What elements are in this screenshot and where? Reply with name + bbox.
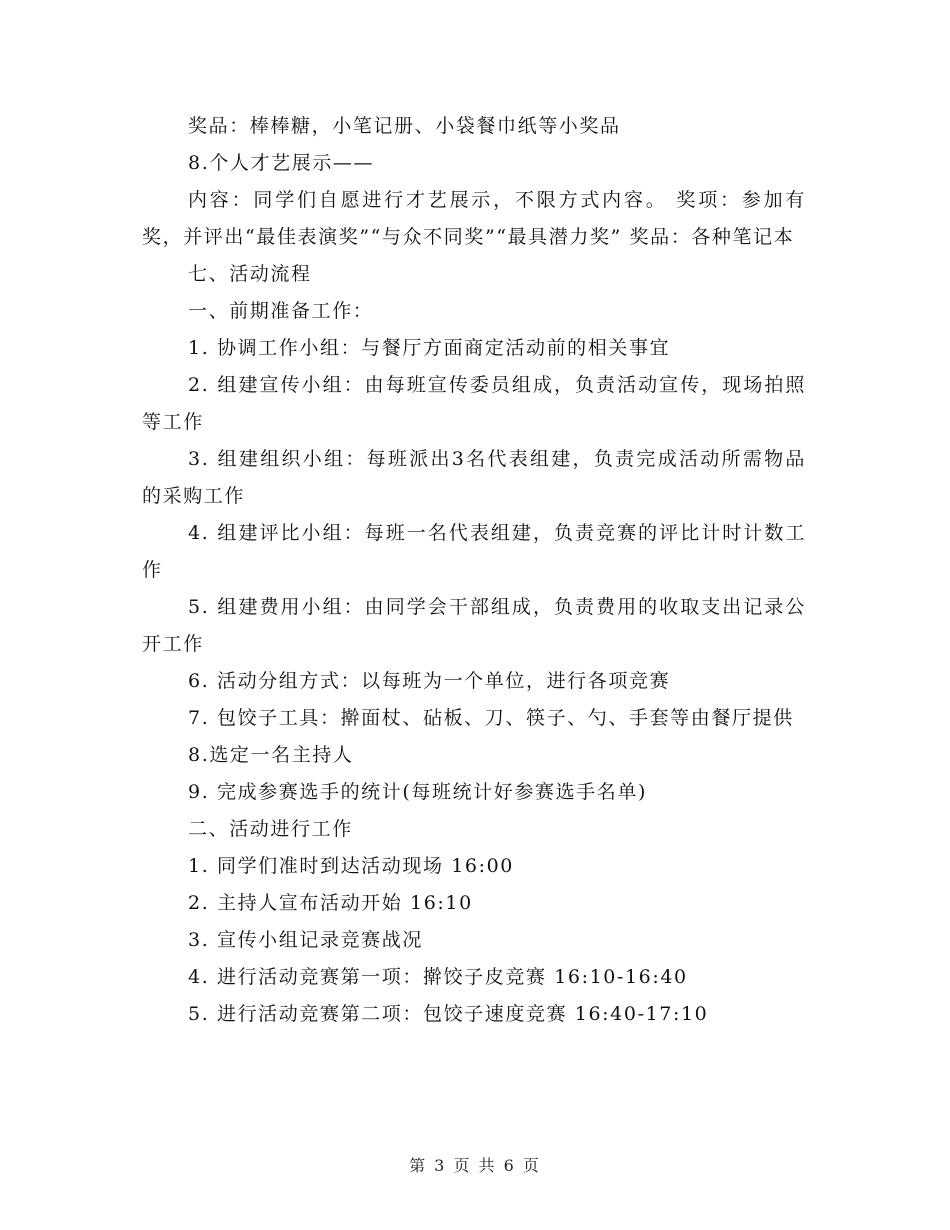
paragraph-talent-content: 内容：同学们自愿进行才艺展示，不限方式内容。 奖项：参加有奖，并评出“最佳表演奖”“与众不同奖”“最具潜力奖” 奖品：各种笔记本 (142, 189, 806, 248)
list-item-prep-5: 5. 组建费用小组：由同学会干部组成，负责费用的收取支出记录公开工作 (142, 596, 806, 655)
list-item-exec-2: 2. 主持人宣布活动开始 16:10 (188, 892, 473, 914)
list-item-prep-6: 6. 活动分组方式：以每班为一个单位，进行各项竞赛 (188, 670, 671, 692)
list-item-prep-2: 2. 组建宣传小组：由每班宣传委员组成，负责活动宣传，现场拍照等工作 (142, 374, 806, 433)
document-body (142, 108, 806, 1033)
list-item-prep-4: 4. 组建评比小组：每班一名代表组建，负责竞赛的评比计时计数工作 (142, 522, 806, 581)
subsection-heading-preparation: 一、前期准备工作： (188, 300, 374, 322)
list-item-exec-3: 3. 宣传小组记录竞赛战况 (188, 929, 423, 951)
list-item-prep-9: 9. 完成参赛选手的统计(每班统计好参赛选手名单) (188, 781, 647, 803)
paragraph-talent-heading: 8.个人才艺展示—— (188, 152, 375, 174)
list-item-exec-5: 5. 进行活动竞赛第二项：包饺子速度竞赛 16:40-17:10 (188, 1003, 709, 1025)
paragraph-prize-small: 奖品：棒棒糖，小笔记册、小袋餐巾纸等小奖品 (188, 115, 621, 137)
section-heading-process: 七、活动流程 (188, 263, 312, 285)
subsection-heading-execution: 二、活动进行工作 (188, 818, 353, 840)
list-item-exec-4: 4. 进行活动竞赛第一项：擀饺子皮竞赛 16:10-16:40 (188, 966, 688, 988)
list-item-prep-1: 1. 协调工作小组：与餐厅方面商定活动前的相关事宜 (188, 337, 671, 359)
list-item-prep-8: 8.选定一名主持人 (188, 744, 354, 766)
list-item-exec-1: 1. 同学们准时到达活动现场 16:00 (188, 855, 514, 877)
list-item-prep-7: 7. 包饺子工具：擀面杖、砧板、刀、筷子、勺、手套等由餐厅提供 (188, 707, 794, 729)
page-number-footer: 第 3 页 共 6 页 (409, 1156, 541, 1175)
list-item-prep-3: 3. 组建组织小组：每班派出3名代表组建，负责完成活动所需物品的采购工作 (142, 448, 806, 507)
